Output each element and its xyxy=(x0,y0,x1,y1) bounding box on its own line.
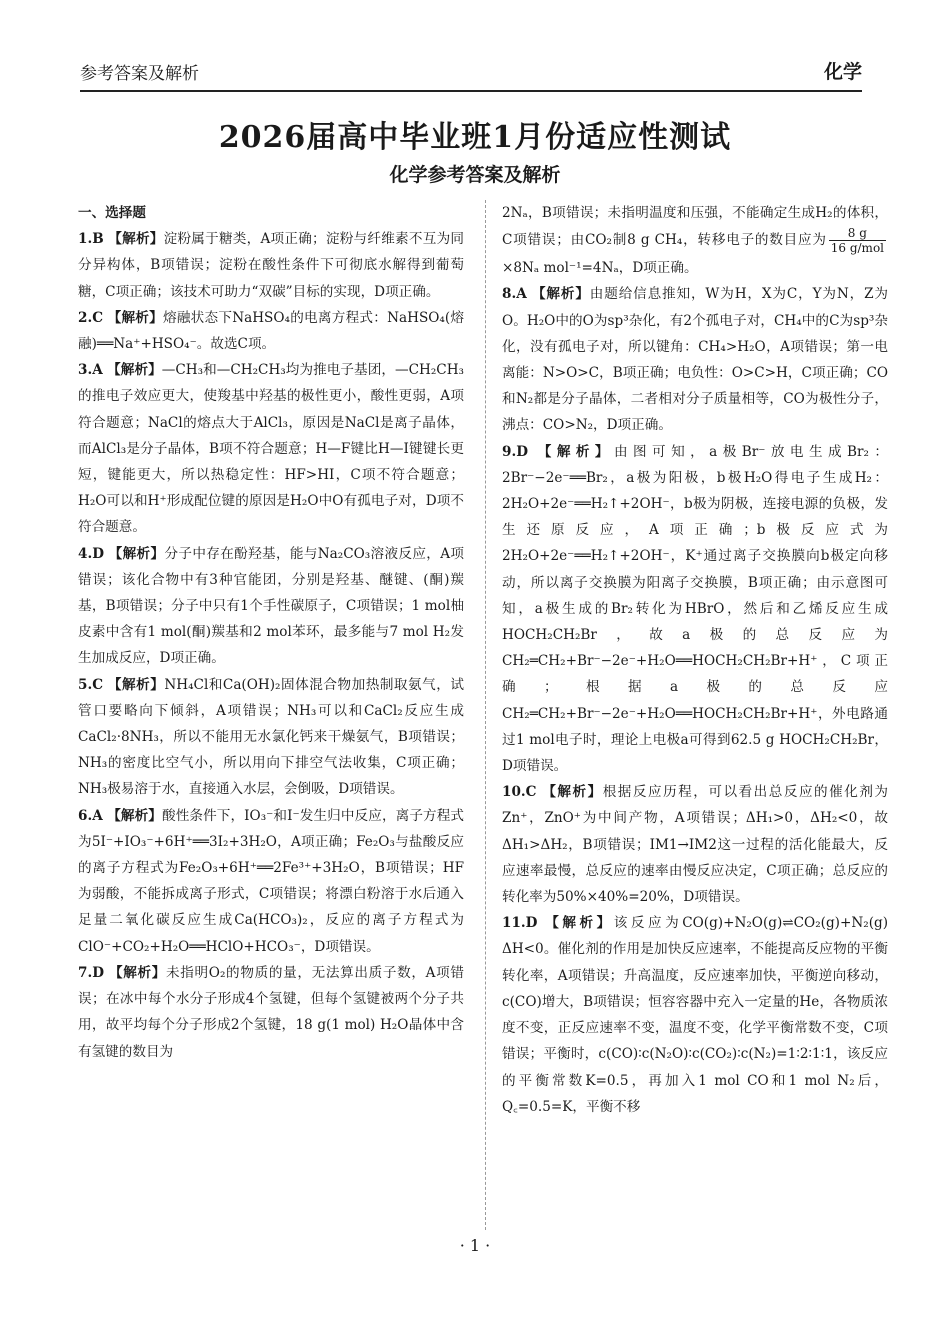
question-answer: D xyxy=(525,915,538,932)
analysis-tag: 【解析】 xyxy=(542,784,603,801)
analysis-text: NH₄Cl和Ca(OH)₂固体混合物加热制取氨气，试管口要略向下倾斜，A项错误；NH₃可以和CaCl₂反应生成CaCl₂·8NH₃，所以不能用无水氯化钙来干燥氨气，B项错误；NH₃的密度比空气小，所以用向下排空气法收集，C项正确；NH₃极易溶于水，直接通入水层，会倒吸，D项错误。 xyxy=(78,676,464,798)
question-answer: C xyxy=(92,309,104,326)
left-column xyxy=(78,200,464,1065)
question-item xyxy=(78,960,464,1065)
analysis-tag: 【解析】 xyxy=(107,309,163,326)
question-answer: A xyxy=(92,807,103,824)
question-item xyxy=(78,541,464,672)
question-item xyxy=(502,779,888,910)
fraction xyxy=(829,226,886,255)
question-item xyxy=(78,803,464,960)
question-item xyxy=(502,439,888,780)
fraction-denominator: 16 g/mol xyxy=(830,241,884,256)
question-number: 5. xyxy=(78,676,93,693)
question-answer: B xyxy=(92,231,104,248)
page-number: · 1 · xyxy=(459,1236,491,1255)
question-number: 8. xyxy=(502,286,517,303)
question-answer: A xyxy=(92,362,103,379)
question-number: 2. xyxy=(78,309,93,326)
question-list-left xyxy=(78,226,464,1065)
question-answer: D xyxy=(92,545,104,562)
question-number: 10. xyxy=(502,784,526,801)
question-number: 11. xyxy=(502,915,526,932)
question-item xyxy=(78,672,464,803)
column-divider xyxy=(485,200,486,1230)
fraction-numerator: 8 g xyxy=(829,226,886,241)
analysis-text: 该反应为CO(g)+N₂O(g)⇌CO₂(g)+N₂(g) ΔH<0。催化剂的作用是加快反应速率，不能提高反应物的平衡转化率，A项错误；升高温度，反应速率加快，平衡逆向移动，c(CO)增大，B项错误；恒容容器中充入一定量的He，各物质浓度不变，正反应速率不变，温度不变，化学平衡常数不变，C项错误；平衡时，c(CO)∶c(N₂O)∶c(CO₂)∶c(N₂)=1∶2∶1∶1，该反应的平衡常数K=0.5，再加入1 mol CO和1 mol N₂后，Q꜀=0.5=K，平衡不移 xyxy=(502,915,889,1115)
analysis-text: 未指明O₂的物质的量，无法算出质子数，A项错误；在冰中每个水分子形成4个氢键，但每个氢键被两个分子共用，故平均每个分子形成2个氢键，18 g(1 mol) H₂O晶体中含有氢键的数目为 xyxy=(78,964,464,1060)
analysis-text: —CH₃和—CH₂CH₃均为推电子基团，—CH₂CH₃的推电子效应更大，使羧基中羟基的极性更小，酸性更弱，A项符合题意；NaCl的熔点大于AlCl₃，原因是NaCl是离子晶体，而AlCl₃是分子晶体，B项不符合题意；H—F键比H—I键键长更短，键能更大，所以热稳定性：HF>HI，C项不符合题意；H₂O可以和H⁺形成配位键的原因是H₂O中O有孤电子对，D项不符合题意。 xyxy=(78,362,465,536)
right-column xyxy=(502,200,888,1120)
question-number: 4. xyxy=(78,545,93,562)
section-heading: 一、选择题 xyxy=(78,205,146,221)
question-answer: A xyxy=(516,286,527,303)
analysis-tag: 【解析】 xyxy=(109,964,167,981)
q7-cont-line2: ×8Nₐ mol⁻¹=4Nₐ，D项正确。 xyxy=(502,260,698,277)
analysis-tag: 【解析】 xyxy=(108,231,164,248)
analysis-tag: 【解析】 xyxy=(108,545,165,562)
question-answer: C xyxy=(525,784,537,801)
analysis-tag: 【解析】 xyxy=(537,443,614,460)
analysis-text: 由题给信息推知，W为H，X为C，Y为N，Z为O。H₂O中的O为sp³杂化，有2个孤电子对，CH₄中的C为sp³杂化，没有孤电子对，所以键角：CH₄>H₂O，A项错误；第一电离能：N>O>C，B项正确；电负性：O>C>H，C项正确；CO和N₂都是分子晶体，二者相对分子质量相等，CO为极性分子，沸点：CO>N₂，D项正确。 xyxy=(502,286,889,434)
analysis-text: 根据反应历程，可以看出总反应的催化剂为Zn⁺，ZnO⁺为中间产物，A项错误；ΔH₁>0，ΔH₂<0，故ΔH₁>ΔH₂，B项错误；IM1→IM2这一过程的活化能最大，反应速率最慢，总反应的速率由慢反应决定，C项正确；总反应的转化率为50%×40%=20%，D项错误。 xyxy=(502,784,889,906)
question-number: 7. xyxy=(78,964,93,981)
question-item xyxy=(78,357,464,540)
question-number: 9. xyxy=(502,443,517,460)
question-number: 6. xyxy=(78,807,93,824)
question-item xyxy=(502,281,888,438)
question-list-right xyxy=(502,281,888,1120)
question-answer: D xyxy=(516,443,528,460)
page-title: 2026届高中毕业班1月份适应性测试 xyxy=(218,120,732,155)
question-number: 1. xyxy=(78,231,93,248)
question-item xyxy=(78,226,464,305)
question-answer: C xyxy=(92,676,104,693)
page-header xyxy=(80,60,862,92)
analysis-tag: 【解析】 xyxy=(107,676,165,693)
page-subtitle: 化学参考答案及解析 xyxy=(389,164,561,186)
analysis-text: 熔融状态下NaHSO₄的电离方程式：NaHSO₄(熔融)══Na⁺+HSO₄⁻。故选C项。 xyxy=(78,309,465,353)
analysis-text: 淀粉属于糖类，A项正确；淀粉与纤维素不互为同分异构体，B项错误；淀粉在酸性条件下可彻底水解得到葡萄糖，C项正确；该技术可助力“双碳”目标的实现，D项正确。 xyxy=(78,231,464,300)
analysis-tag: 【解析】 xyxy=(107,362,162,379)
header-subject: 化学 xyxy=(823,61,862,83)
question-answer: D xyxy=(92,964,104,981)
analysis-text: 分子中存在酚羟基，能与Na₂CO₃溶液反应，A项错误；该化合物中有3种官能团，分别是羟基、醚键、(酮)羰基，B项错误；分子中只有1个手性碳原子，C项错误；1 mol柚皮素中含有1 mol(酮)羰基和2 mol苯环，最多能与7 mol H₂发生加成反应，D项正确。 xyxy=(78,545,465,667)
q7-continuation xyxy=(502,200,888,281)
question-number: 3. xyxy=(78,362,93,379)
analysis-tag: 【解析】 xyxy=(545,915,614,932)
analysis-text: 酸性条件下，IO₃⁻和I⁻发生归中反应，离子方程式为5I⁻+IO₃⁻+6H⁺══3I₂+3H₂O，A项正确；Fe₂O₃与盐酸反应的离子方程式为Fe₂O₃+6H⁺══2Fe³⁺+3H₂O，B项错误；HF为弱酸，不能拆成离子形式，C项错误；将漂白粉溶于水后通入足量二氧化碳反应生成Ca(HCO₃)₂，反应的离子方程式为ClO⁻+CO₂+H₂O══HClO+HCO₃⁻，D项错误。 xyxy=(78,807,465,955)
analysis-tag: 【解析】 xyxy=(107,807,162,824)
header-left: 参考答案及解析 xyxy=(80,64,199,84)
question-item xyxy=(502,910,888,1120)
analysis-tag: 【解析】 xyxy=(531,286,590,303)
q7-cont-line1: 2Nₐ，B项错误；未指明温度和压强，不能确定生成H₂的体积，C项错误；由CO₂制8 g CH₄，转移电子的数目应为 xyxy=(502,205,888,249)
question-item xyxy=(78,305,464,357)
analysis-text: 由图可知，a极Br⁻放电生成Br₂：2Br⁻−2e⁻══Br₂，a极为阳极，b极H₂O得电子生成H₂：2H₂O+2e⁻══H₂↑+2OH⁻，b极为阴极，连接电源的负极，发生还原反应，A项正确；b极反应式为2H₂O+2e⁻══H₂↑+2OH⁻，K⁺通过离子交换膜向b极定向移动，所以离子交换膜为阳离子交换膜，B项正确；由示意图可知，a极生成的Br₂转化为HBrO，然后和乙烯反应生成HOCH₂CH₂Br，故a极的总反应为CH₂═CH₂+Br⁻−2e⁻+H₂O══HOCH₂CH₂Br+H⁺，C项正确；根据a极的总反应CH₂═CH₂+Br⁻−2e⁻+H₂O══HOCH₂CH₂Br+H⁺，外电路通过1 mol电子时，理论上电极a可得到62.5 g HOCH₂CH₂Br，D项错误。 xyxy=(502,443,888,775)
